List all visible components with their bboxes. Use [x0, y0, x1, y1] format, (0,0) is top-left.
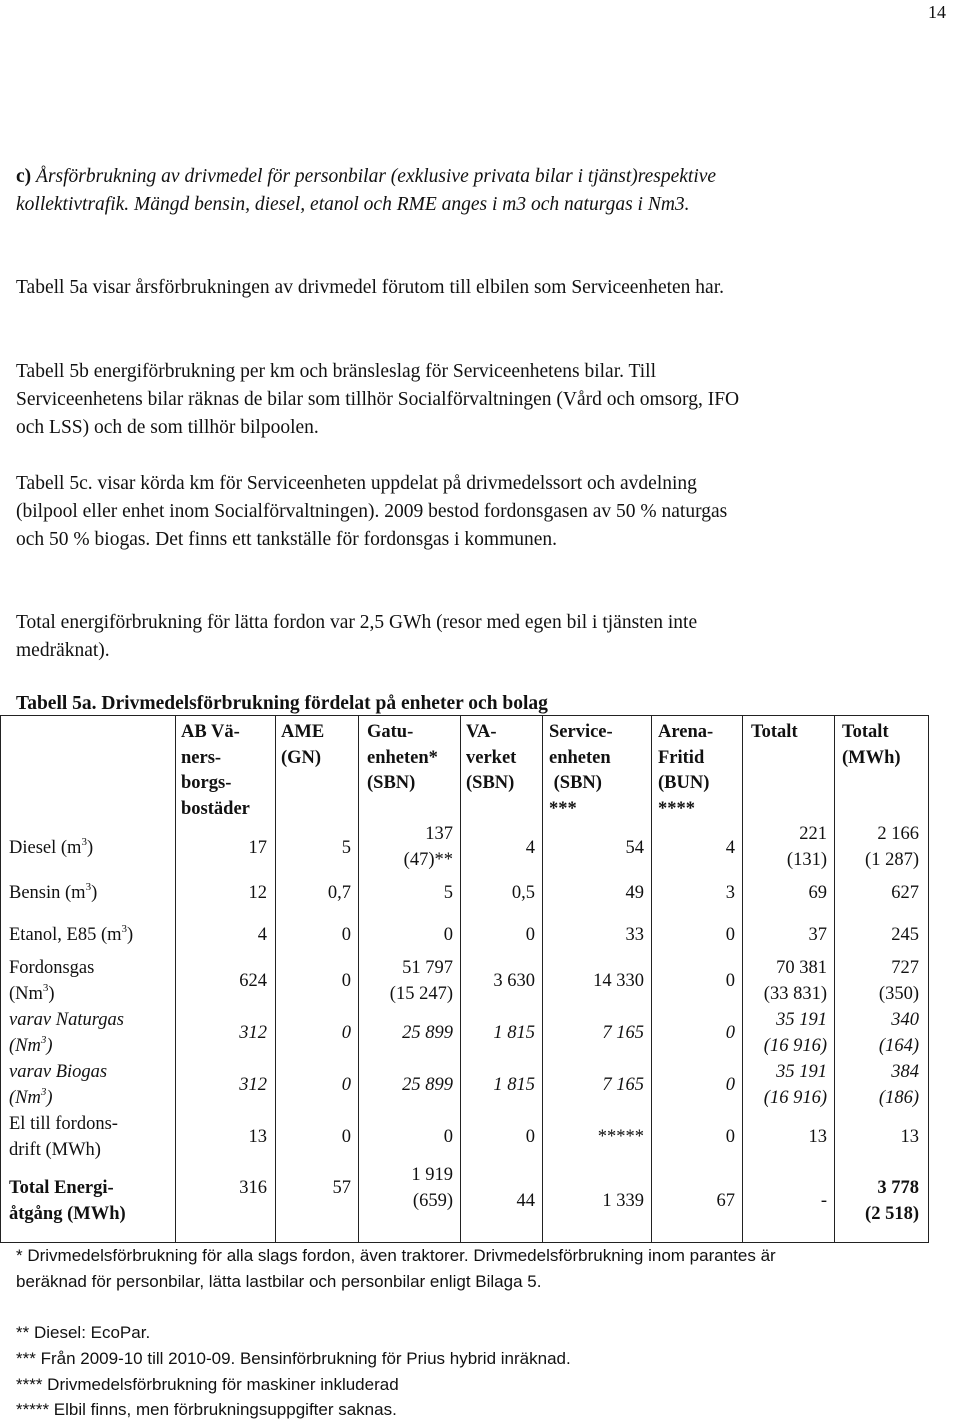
cell-fordonsgas-ab: 624 [239, 971, 267, 991]
fuel-table [0, 715, 929, 1243]
cell-fordonsgas-mwh: 727 (350) [878, 958, 919, 1004]
column-divider [542, 716, 543, 1242]
cell-naturgas-mwh: 340 (164) [878, 1010, 919, 1056]
footnote-3: *** Från 2009-10 till 2010-09. Bensinförbrukning för Prius hybrid inräknad. [16, 1349, 571, 1368]
cell-biogas-ab: 312 [239, 1075, 267, 1095]
cell-diesel-ab: 17 [248, 838, 267, 858]
row-label-bensin: Bensin $(m^3)$ [9, 881, 98, 903]
cell-etanol-gatu: 0 [443, 925, 453, 945]
footnote-5: ***** Elbil finns, men förbrukningsuppgifter saknas. [16, 1400, 397, 1419]
cell-fordonsgas-totalt: 70 381 (33 831) [763, 958, 827, 1004]
cell-fordonsgas-gatu: 51 797 (15 247) [389, 958, 453, 1004]
row-label-etanol: Etanol, E85 $(m^3)$ [9, 923, 134, 945]
header-ame: AME (GN) [281, 722, 325, 768]
cell-naturgas-totalt: 35 191 (16 916) [763, 1010, 827, 1056]
cell-total-va: 44 [516, 1191, 535, 1211]
column-divider [175, 716, 176, 1242]
cell-etanol-service: 33 [625, 925, 644, 945]
cell-diesel-ame: 5 [341, 838, 351, 858]
cell-el-service: ***** [597, 1127, 644, 1147]
column-divider [834, 716, 835, 1242]
cell-total-arena: 67 [716, 1191, 735, 1211]
cell-biogas-va: 1 815 [493, 1075, 535, 1095]
cell-fordonsgas-service: 14 330 [593, 971, 644, 991]
cell-el-gatu: 0 [443, 1127, 453, 1147]
cell-bensin-va: 0,5 [511, 883, 535, 903]
cell-el-totalt: 13 [808, 1127, 827, 1147]
paragraph-tabell-5b: Tabell 5b energiförbrukning per km och bränsleslag för Serviceenhetens bilar. Till Serviceenhetens bilar räknas de bilar som tillhör Socialförvaltningen (Vård och omsorg, IFO och LSS) och de som tillhör bilpoolen. [16, 361, 740, 439]
table-title: Tabell 5a. Drivmedelsförbrukning fördelat på enheter och bolag [16, 693, 548, 714]
cell-etanol-totalt: 37 [808, 925, 827, 945]
cell-bensin-ab: 12 [248, 883, 267, 903]
cell-biogas-arena: 0 [725, 1075, 735, 1095]
row-label-naturgas: varav Naturgas (Nm$^3$) [9, 1010, 124, 1056]
cell-biogas-service: 7 165 [602, 1075, 644, 1095]
row-label-fordonsgas: Fordonsgas (Nm$^3$) [9, 958, 95, 1004]
cell-diesel-service: 54 [625, 838, 644, 858]
cell-el-va: 0 [525, 1127, 535, 1147]
cell-total-service: 1 339 [602, 1191, 644, 1211]
cell-total-ame: 57 [332, 1178, 351, 1198]
paragraph-tabell-5a: Tabell 5a visar årsförbrukningen av drivmedel förutom till elbilen som Serviceenheten har. [16, 277, 724, 298]
cell-etanol-arena: 0 [725, 925, 735, 945]
cell-naturgas-ab: 312 [239, 1023, 267, 1043]
header-totalt: Totalt [751, 722, 798, 742]
cell-el-mwh: 13 [900, 1127, 919, 1147]
cell-bensin-service: 49 [625, 883, 644, 903]
cell-naturgas-gatu: 25 899 [402, 1023, 453, 1043]
cell-biogas-ame: 0 [341, 1075, 351, 1095]
cell-naturgas-arena: 0 [725, 1023, 735, 1043]
cell-el-arena: 0 [725, 1127, 735, 1147]
header-arena-fritid: Arena- Fritid (BUN) **** [658, 722, 714, 819]
cell-etanol-ame: 0 [341, 925, 351, 945]
cell-etanol-mwh: 245 [891, 925, 919, 945]
header-va-verket: VA- verket (SBN) [466, 722, 517, 793]
row-label-el: El till fordons- drift (MWh) [9, 1114, 118, 1160]
column-divider [651, 716, 652, 1242]
cell-biogas-totalt: 35 191 (16 916) [763, 1062, 827, 1108]
cell-total-ab: 316 [239, 1178, 267, 1198]
header-gatuenheten: Gatu- enheten* (SBN) [367, 722, 438, 793]
header-totalt-mwh: Totalt (MWh) [842, 722, 901, 768]
footnote-2: ** Diesel: EcoPar. [16, 1323, 151, 1342]
cell-biogas-gatu: 25 899 [402, 1075, 453, 1095]
cell-etanol-va: 0 [525, 925, 535, 945]
paragraph-total-energy: Total energiförbrukning för lätta fordon var 2,5 GWh (resor med egen bil i tjänsten inte medräknat). [16, 612, 698, 662]
cell-bensin-totalt: 69 [808, 883, 827, 903]
cell-biogas-mwh: 384 (186) [878, 1062, 919, 1108]
page-number: 14 [928, 2, 946, 22]
cell-naturgas-service: 7 165 [602, 1023, 644, 1043]
cell-fordonsgas-arena: 0 [725, 971, 735, 991]
header-serviceenheten: Service- enheten (SBN) *** [549, 722, 613, 819]
paragraph-tabell-5c: Tabell 5c. visar körda km för Serviceenheten uppdelat på drivmedelssort och avdelning (bilpool eller enhet inom Socialförvaltningen). 2009 bestod fordonsgasen av 50 % naturgas och 50 % biogas. Det finns ett tankställe för fordonsgas i kommunen. [16, 473, 728, 551]
cell-naturgas-va: 1 815 [493, 1023, 535, 1043]
section-c-heading-text: Årsförbrukning av drivmedel för personbilar (exklusive privata bilar i tjänst)respektive kollektivtrafik. Mängd bensin, diesel, etanol och RME anges i m3 och naturgas i Nm3. [16, 166, 717, 216]
header-ab-vanersborgsbostader: AB Vä- ners- borgs- bostäder [181, 722, 250, 819]
cell-bensin-arena: 3 [725, 883, 735, 903]
cell-diesel-arena: 4 [725, 838, 735, 858]
column-divider [742, 716, 743, 1242]
row-label-diesel: Diesel $(m^3)$ [9, 836, 94, 858]
column-divider [460, 716, 461, 1242]
column-divider [358, 716, 359, 1242]
cell-el-ab: 13 [248, 1127, 267, 1147]
section-c-prefix: c) [16, 166, 37, 187]
cell-fordonsgas-va: 3 630 [493, 971, 535, 991]
cell-total-mwh: 3 778 (2 518) [865, 1178, 919, 1224]
cell-diesel-va: 4 [525, 838, 535, 858]
footnote-1: * Drivmedelsförbrukning för alla slags fordon, även traktorer. Drivmedelsförbrukning inom parantes är beräknad för personbilar, lätta lastbilar och personbilar enligt Bilaga 5. [16, 1246, 776, 1291]
footnote-4: **** Drivmedelsförbrukning för maskiner inkluderad [16, 1375, 399, 1394]
cell-naturgas-ame: 0 [341, 1023, 351, 1043]
cell-total-gatu: 1 919 (659) [411, 1165, 453, 1211]
section-c-heading [16, 163, 756, 219]
cell-bensin-mwh: 627 [891, 883, 919, 903]
cell-fordonsgas-ame: 0 [341, 971, 351, 991]
row-label-total: Total Energi- åtgång (MWh) [9, 1178, 126, 1224]
cell-diesel-mwh: 2 166 (1 287) [865, 824, 919, 870]
cell-diesel-gatu: 137 (47)** [403, 824, 453, 870]
cell-bensin-gatu: 5 [443, 883, 453, 903]
cell-el-ame: 0 [341, 1127, 351, 1147]
cell-diesel-totalt: 221 (131) [786, 824, 827, 870]
column-divider [275, 716, 276, 1242]
row-label-biogas: varav Biogas (Nm$^3$) [9, 1062, 108, 1108]
cell-bensin-ame: 0,7 [327, 883, 351, 903]
cell-etanol-ab: 4 [257, 925, 267, 945]
cell-total-totalt: - [820, 1191, 827, 1211]
